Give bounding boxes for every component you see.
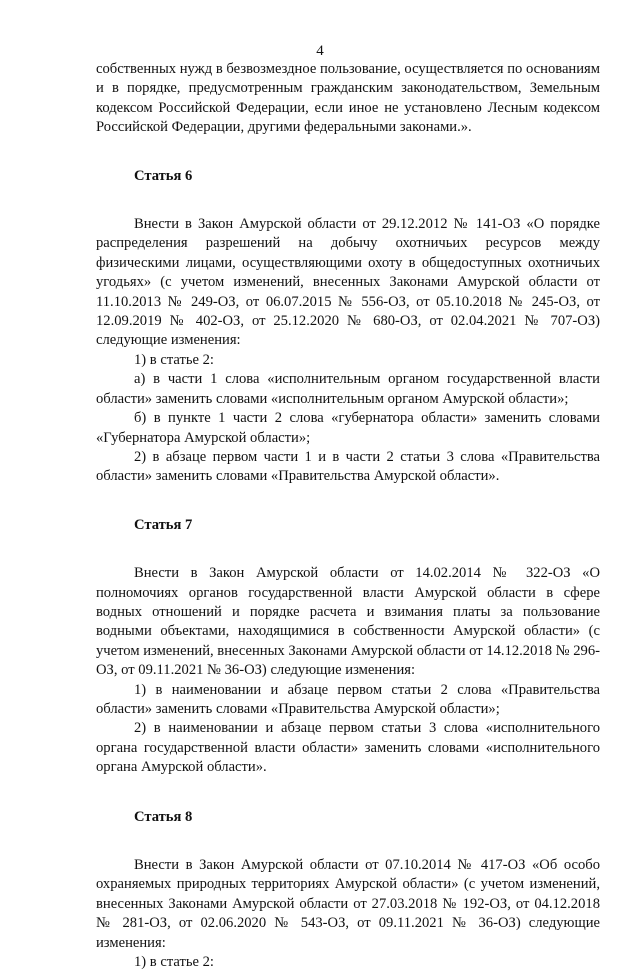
- spacer: [96, 138, 600, 167]
- spacer: [96, 487, 600, 516]
- article-6-paragraph: Внести в Закон Амурской области от 29.12.2012 № 141-ОЗ «О порядке распределения разрешений на добычу охотничьих ресурсов между физическими лицами, осуществляющими охоту в общедоступных охотничьих угодьях» (с учетом изменений, внесенных Законами Амурской области от 11.10.2013 № 249-ОЗ, от 06.07.2015 № 556-ОЗ, от 05.10.2018 № 245-ОЗ, от 12.09.2019 № 402-ОЗ, от 25.12.2020 № 680-ОЗ, от 02.04.2021 № 707-ОЗ) следующие изменения:: [96, 216, 600, 349]
- article-8-paragraph: Внести в Закон Амурской области от 07.10.2014 № 417-ОЗ «Об особо охраняемых природных территориях Амурской области» (с учетом изменений, внесенных Законами Амурской области от 27.03.2018 № 192-ОЗ, от 04.12.2018 № 281-ОЗ, от 02.06.2020 № 543-ОЗ, от 09.11.2021 № 36-ОЗ) следующие изменения:: [96, 857, 600, 951]
- document-body: [96, 60, 600, 972]
- article-heading-6: Статья 6: [134, 167, 193, 184]
- article-8-paragraph: 1) в статье 2:: [134, 954, 214, 971]
- article-7-paragraph: Внести в Закон Амурской области от 14.02.2014 № 322-ОЗ «О полномочиях органов государственной власти Амурской области в сфере водных отношений и порядке расчета и взимания платы за пользование водными объектами, находящимися в собственности Амурской области» (с учетом изменений, внесенных Законами Амурской области от 14.12.2018 № 296-ОЗ, от 09.11.2021 № 36-ОЗ) следующие изменения:: [96, 565, 600, 679]
- article-6-paragraph: 1) в статье 2:: [134, 351, 214, 368]
- article-6-paragraph: 2) в абзаце первом части 1 и в части 2 статьи 3 слова «Правительства области» заменить словами «Правительства Амурской области».: [96, 448, 600, 485]
- article-heading-8: Статья 8: [134, 808, 193, 825]
- spacer: [96, 827, 600, 856]
- spacer: [96, 186, 600, 215]
- article-6-paragraph: б) в пункте 1 части 2 слова «губернатора области» заменить словами «Губернатора Амурской области»;: [96, 410, 600, 446]
- intro-paragraph: собственных нужд в безвозмездное пользование, осуществляется по основаниям и в порядке, предусмотренным гражданским законодательством, Земельным кодексом Российской Федерации, если иное не установлено Лесным кодексом Российской Федерации, другими федеральными законами.».: [96, 61, 600, 136]
- spacer: [96, 778, 600, 808]
- article-6-paragraph: а) в части 1 слова «исполнительным органом государственной власти области» заменить словами «исполнительным органом Амурской области»;: [96, 371, 600, 407]
- spacer: [96, 535, 600, 564]
- article-7-paragraph: 1) в наименовании и абзаце первом статьи 2 слова «Правительства области» заменить словами «Правительства Амурской области»;: [96, 681, 600, 717]
- page-number: 4: [316, 43, 324, 59]
- article-heading-7: Статья 7: [134, 516, 193, 533]
- article-7-paragraph: 2) в наименовании и абзаце первом статьи 3 слова «исполнительного органа государственной власти области» заменить словами «исполнительного органа Амурской области».: [96, 720, 600, 776]
